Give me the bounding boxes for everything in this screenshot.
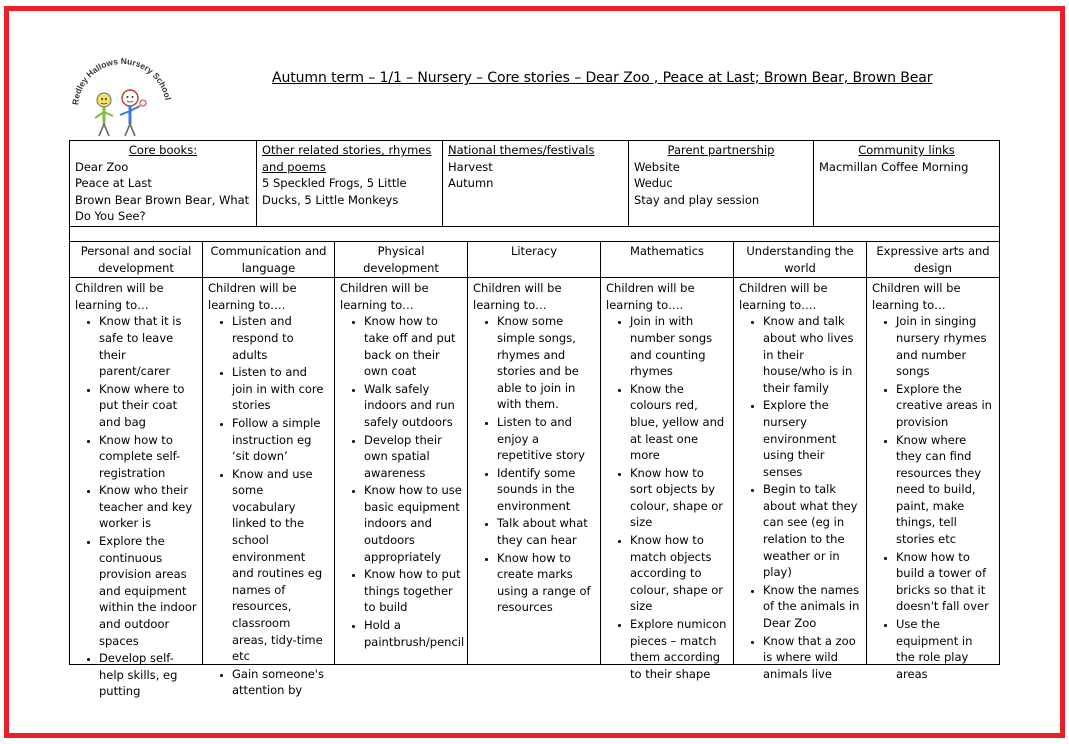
learning-item: • Develop their own spatial awareness bbox=[364, 432, 462, 482]
area-content-cell bbox=[734, 278, 867, 681]
overview-table bbox=[69, 140, 1000, 242]
learning-areas-table bbox=[69, 241, 1000, 699]
community-links-cell bbox=[814, 141, 1000, 227]
learning-item: • Know how to build a tower of bricks so that it doesn't fall over bbox=[896, 549, 994, 615]
section-line: Stay and play session bbox=[634, 192, 760, 207]
area-content-cell bbox=[601, 278, 734, 681]
area-heading: Physical development bbox=[335, 241, 468, 277]
learning-item: • Explore the continuous provision areas and equipment within the indoor and outdoor spaces bbox=[99, 533, 197, 649]
area-content bbox=[473, 280, 595, 662]
area-content-cell bbox=[203, 278, 335, 698]
learning-item: • Know how to use basic equipment indoors and outdoors appropriately bbox=[364, 482, 462, 565]
learning-list bbox=[208, 313, 329, 699]
national-themes-cell bbox=[443, 141, 629, 227]
area-intro: Children will be learning to…. bbox=[739, 281, 828, 312]
learning-item: • Begin to talk about what they can see (eg in relation to the weather or in play) bbox=[763, 481, 861, 581]
learning-item: • Explore numicon pieces – match them according to their shape bbox=[630, 616, 728, 682]
area-intro: Children will be learning to…. bbox=[208, 281, 297, 312]
learning-item: • Hold a paintbrush/pencil bbox=[364, 617, 462, 650]
learning-list bbox=[340, 313, 465, 650]
area-content bbox=[872, 280, 994, 681]
area-intro: Children will be learning to… bbox=[340, 281, 429, 312]
learning-item: • Listen to and join in with core stories bbox=[232, 364, 329, 414]
section-heading: Parent partnership bbox=[667, 143, 775, 157]
section-line: Dear Zoo bbox=[75, 159, 129, 174]
area-intro: Children will be learning to… bbox=[872, 281, 961, 312]
nursery-school-logo-icon bbox=[64, 48, 174, 148]
learning-item: • Know how to create marks using a range of resources bbox=[497, 550, 595, 616]
related-stories-cell bbox=[257, 141, 443, 227]
page-title: Autumn term – 1/1 – Nursery – Core stories – Dear Zoo , Peace at Last; Brown Bear, Brown Bear bbox=[272, 70, 933, 86]
learning-list bbox=[606, 313, 728, 682]
learning-item: • Follow a simple instruction eg ‘sit down’ bbox=[232, 415, 329, 465]
section-heading: Other related stories, rhymes and poems bbox=[262, 143, 432, 174]
learning-list bbox=[473, 313, 595, 616]
learning-item: • Know how to sort objects by colour, shape or size bbox=[630, 465, 728, 531]
learning-item: • Know how to match objects according to colour, shape or size bbox=[630, 532, 728, 615]
learning-item: • Use the equipment in the role play areas bbox=[896, 616, 994, 682]
learning-item: • Identify some sounds in the environment bbox=[497, 465, 595, 515]
learning-item: • Know some simple songs, rhymes and stories and be able to join in with them. bbox=[497, 313, 595, 413]
learning-item: • Know where to put their coat and bag bbox=[99, 381, 197, 431]
section-line: Macmillan Coffee Morning bbox=[819, 159, 969, 174]
learning-item: • Gain someone's attention by bbox=[232, 666, 329, 699]
section-line: 5 Speckled Frogs, 5 Little Ducks, 5 Little Monkeys bbox=[262, 176, 407, 207]
area-content-cell bbox=[335, 278, 468, 665]
section-line: Weduc bbox=[634, 176, 673, 191]
area-heading: Mathematics bbox=[601, 241, 734, 277]
area-heading: Expressive arts and design bbox=[867, 241, 1000, 277]
area-content bbox=[208, 280, 329, 698]
learning-item: • Explore the creative areas in provision bbox=[896, 381, 994, 431]
learning-item: • Join in with number songs and counting rhymes bbox=[630, 313, 728, 379]
area-content bbox=[739, 280, 861, 681]
learning-list bbox=[739, 313, 861, 682]
learning-item: • Explore the nursery environment using their senses bbox=[763, 397, 861, 480]
school-logo bbox=[64, 48, 174, 148]
section-heading: Core books: bbox=[128, 143, 198, 157]
learning-item: • Know that a zoo is where wild animals live bbox=[763, 633, 861, 683]
learning-item: • Know that it is safe to leave their parent/carer bbox=[99, 313, 197, 379]
section-heading: Community links bbox=[858, 143, 955, 157]
section-line: Peace at Last bbox=[75, 176, 152, 191]
area-intro: Children will be learning to… bbox=[75, 281, 164, 312]
learning-list bbox=[75, 313, 197, 700]
learning-item: • Develop self-help skills, eg putting bbox=[99, 650, 197, 700]
learning-item: • Know who their teacher and key worker is bbox=[99, 482, 197, 532]
section-line: Website bbox=[634, 159, 680, 174]
section-line: Harvest bbox=[448, 159, 493, 174]
area-heading: Understanding the world bbox=[734, 241, 867, 277]
learning-item: • Know where they can find resources they need to build, paint, make things, tell stories etc bbox=[896, 432, 994, 548]
learning-item: • Know how to take off and put back on their own coat bbox=[364, 313, 462, 379]
learning-item: • Know and talk about who lives in their house/who is in their family bbox=[763, 313, 861, 396]
area-content-cell bbox=[70, 278, 203, 699]
section-heading: National themes/festivals bbox=[448, 143, 595, 157]
area-heading: Literacy bbox=[468, 241, 601, 277]
learning-item: • Know how to complete self-registration bbox=[99, 432, 197, 482]
learning-item: • Listen to and enjoy a repetitive story bbox=[497, 414, 595, 464]
section-line: Brown Bear Brown Bear, What Do You See? bbox=[75, 192, 250, 224]
area-heading: Personal and social development bbox=[70, 241, 203, 277]
core-books-cell bbox=[70, 141, 257, 227]
learning-item: • Know how to put things together to build bbox=[364, 566, 462, 616]
area-content bbox=[75, 280, 197, 699]
area-content-cell bbox=[867, 278, 1000, 681]
area-intro: Children will be learning to… bbox=[473, 281, 562, 312]
area-intro: Children will be learning to…. bbox=[606, 281, 695, 312]
learning-item: • Join in singing nursery rhymes and number songs bbox=[896, 313, 994, 379]
planning-sheet bbox=[69, 140, 999, 699]
area-content-cell bbox=[468, 278, 601, 665]
learning-item: • Walk safely indoors and run safely outdoors bbox=[364, 381, 462, 431]
learning-item: • Listen and respond to adults bbox=[232, 313, 329, 363]
learning-item: • Talk about what they can hear bbox=[497, 515, 595, 548]
area-heading: Communication and language bbox=[203, 241, 335, 277]
section-line: Autumn bbox=[448, 176, 494, 191]
learning-item: • Know the names of the animals in Dear Zoo bbox=[763, 582, 861, 632]
parent-partnership-cell bbox=[629, 141, 814, 227]
learning-list bbox=[872, 313, 994, 682]
spacer-row bbox=[70, 226, 1000, 241]
logo-text: Redley Hallows Nursery School bbox=[70, 55, 174, 106]
area-content bbox=[606, 280, 728, 681]
learning-item: • Know and use some vocabulary linked to the school environment and routines eg names of resources, classroom areas, tidy-time etc bbox=[232, 466, 329, 665]
area-content bbox=[340, 280, 465, 662]
learning-item: • Know the colours red, blue, yellow and at least one more bbox=[630, 381, 728, 464]
